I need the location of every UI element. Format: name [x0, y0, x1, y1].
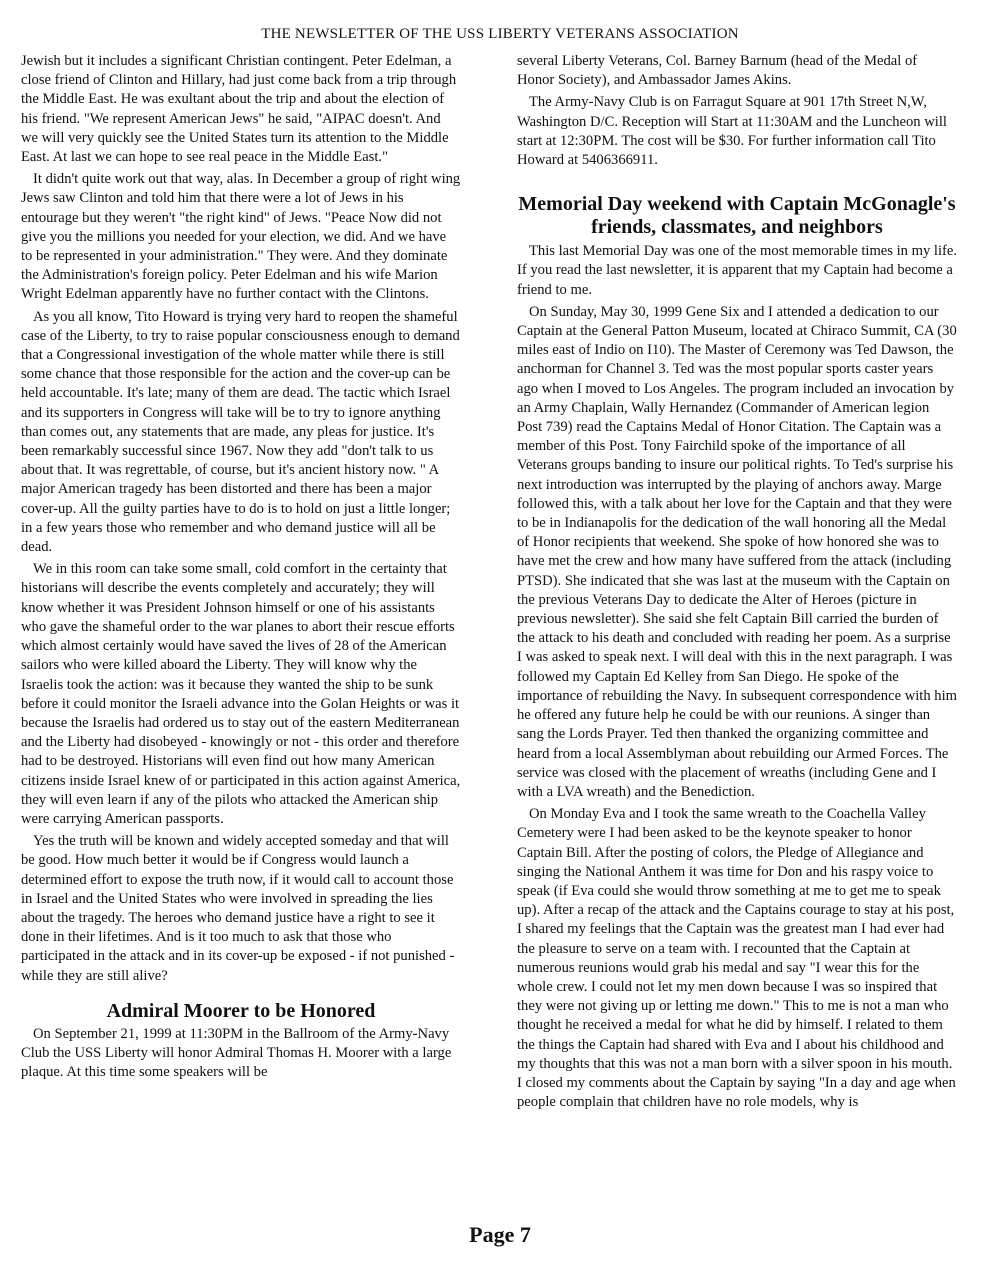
right-column [517, 52, 957, 1115]
page-number: Page 7 [469, 1222, 531, 1247]
body-paragraph: Jewish but it includes a significant Christian contingent. Peter Edelman, a close friend of Clinton and Hillary, had just come back from a trip through the Middle East. He was exultant about the trip and about the election of his friend. "We represent American Jews" he said, "AIPAC doesn't. And we will very quickly see the United States turn its attention to the Middle East. At last we can hope to see real peace in the Middle East." [21, 53, 457, 166]
body-paragraph: On September 21, 1999 at 11:30PM in the Ballroom of the Army-Navy Club the USS Liberty will honor Admiral Thomas H. Moorer with a large plaque. At this time some speakers will be [21, 1025, 452, 1081]
body-paragraph: As you all know, Tito Howard is trying very hard to reopen the shameful case of the Liberty, to try to raise popular consciousness enough to demand that a Congressional investigation of the whole matter while there is still some chance that those responsible for the action and the cover-up can be held accountable. It's late; many of them are dead. The tactic which Israel and its supporters in Congress will take will be to try to ignore anything than comes out, any statements that are made, any pleas for justice. It's been remarkably successful since 1967. Now they add "don't talk to us about that. It was regrettable, of course, but it's ancient history now. " A major American tragedy has been distorted and there has been a major cover-up. All the guilty parties have to do is to hold on just a little longer; in a few years those who remember and who demand justice will all be dead. [21, 308, 460, 556]
body-paragraph: On Monday Eva and I took the same wreath to the Coachella Valley Cemetery were I had been asked to be the keynote speaker to honor Captain Bill. After the posting of colors, the Pledge of Allegiance and singing the National Anthem it was time for Don and his raspy voice to speak (if Eva could she would throw something at me to get me to speak up). After a recap of the attack and the Captains courage to stay at his post, I shared my feelings that the Captain was the greatest man I had ever had the pleasure to serve on a team with. I recounted that the Captain at numerous reunions would grab his medal and say "I wear this for the whole crew. I could not let my men down because I was so inspired that they were not giving up or letting me down." This to me is not a man who thought he received a medal for what he did by himself. I related to them the things the Captain had shared with Eva and I about his childhood and my thoughts that this was not a man born with a silver spoon in his mouth. I closed my comments about the Captain by saying "In a day and age when people complain that children have no role models, why is [517, 806, 956, 1111]
newsletter-header: THE NEWSLETTER OF THE USS LIBERTY VETERANS ASSOCIATION [261, 26, 739, 42]
body-paragraph: several Liberty Veterans, Col. Barney Barnum (head of the Medal of Honor Society), and Ambassador James Akins. [517, 53, 918, 89]
section-heading-moorer: Admiral Moorer to be Honored [106, 999, 376, 1022]
body-paragraph: Yes the truth will be known and widely accepted someday and that will be good. How much better it would be if Congress would launch a determined effort to expose the truth now, if it would call to account those in Israel and the United States who were involved in spreading the lies about the tragedy. The heroes who demand justice have a right to see it done in their lifetimes. And is it too much to ask that those who participated in the attack and in its cover-up be exposed - if not punished - while they are still alive? [21, 833, 455, 984]
body-paragraph: The Army-Navy Club is on Farragut Square at 901 17th Street N,W, Washington D/C. Reception will Start at 11:30AM and the Luncheon will start at 12:30PM. The cost will be $30. For further information call Tito Howard at 5406366911. [517, 94, 947, 169]
left-column [21, 52, 461, 1085]
body-paragraph: It didn't quite work out that way, alas. In December a group of right wing Jews saw Clinton and told him that there were a lot of Jews in his entourage but they weren't "the right kind" of Jews. "Peace Now did not give you the millions you needed for your election, we did. And we have to be represented in your administration." They were. And they dominate the Administration's foreign policy. Peter Edelman and his wife Marion Wright Edelman apparently have no further contact with the Clintons. [21, 171, 461, 303]
body-paragraph: We in this room can take some small, cold comfort in the certainty that historians will describe the events completely and accurately; they will know whether it was President Johnson himself or one of his assistants who gave the shameful order to the war planes to abort their rescue efforts which almost certainly would have saved the lives of 28 of the American sailors who were killed aboard the Liberty. They will know why the Israelis took the action: was it because they wanted the ship to be sunk before it could monitor the Israeli advance into the Golan Heights or was it because the Israelis had ordered us to stay out of the eastern Mediterranean and the Liberty had disobeyed - knowingly or not - this order and therefore had to be destroyed. Historians will even find out how many American citizens inside Israel knew of or participated in this action against America, they will even learn if any of the pilots who attacked the American ship were carrying American passports. [21, 561, 461, 827]
body-paragraph: On Sunday, May 30, 1999 Gene Six and I attended a dedication to our Captain at the General Patton Museum, located at Chiraco Summit, CA (30 miles east of Indio on I10). The Master of Ceremony was Ted Dawson, the anchorman for Channel 3. Ted was the most popular sports caster years ago when I moved to Los Angeles. The program included an invocation by an Army Chaplain, Wally Hernandez (Commander of American legion Post 739) read the Captains Medal of Honor Citation. The Captain was a member of this Post. Tony Fairchild spoke of the importance of all Veterans groups banding to insure our political rights. To Ted's surprise his next introduction was interrupted by the playing of anchors away. Marge followed this, with a talk about her love for the Captain and that they were to be in Indianapolis for the dedication of the wall honoring all the Medal of Honor recipients that weekend. She spoke of how honored she was to have met the crew and how many have suffered from the attack (including PTSD). She indicated that she was last at the museum with the Captain on the previous Veterans Day to dedicate the Alter of Heroes (picture in previous newsletter). She said she felt Captain Bill carried the burden of the attack to his death and concluded with reading her poem. As a surprise I was asked to speak next. I will deal with this in the next paragraph. I was followed my Captain Ed Kelley from San Diego. He spoke of the importance of rebuilding the Navy. In subsequent correspondence with him he offered any future help he could be with our reunions. A singer than sang the Lords Prayer. Ted then thanked the organizing committee and heard from a local Assemblyman about rebuilding our Armed Forces. The service was closed with the placement of wreaths (including Gene and I with a LVA wreath) and the Benediction. [517, 303, 957, 800]
body-paragraph: This last Memorial Day was one of the most memorable times in my life. If you read the last newsletter, it is apparent that my Captain had become a friend to me. [517, 243, 957, 298]
section-heading-memorial-day: Memorial Day weekend with Captain McGonagle's friends, classmates, and neighbors [518, 193, 956, 239]
